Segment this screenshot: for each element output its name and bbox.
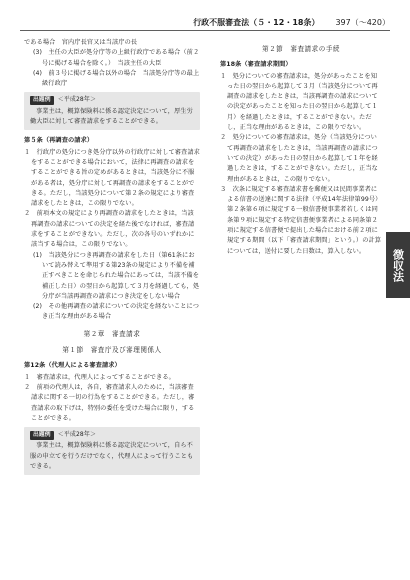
exam-example-text: 事業主は，概算保険料に係る認定決定について，厚生労働大臣に対して審査請求をすることができる。	[30, 107, 193, 126]
left-column	[24, 38, 200, 479]
article-18-para-1: １ 処分についての審査請求は，処分があったことを知った日の翌日から起算して３月（当該処分について再調査の請求をしたときは，当該再調査の請求についての決定があったことを知った日の翌日から起算して１月）を経過したときは，することができない。ただし，正当な理由があるときは，この限りでない。	[220, 72, 378, 132]
exam-year: ＜平成28年＞	[57, 96, 97, 104]
exam-example-badge: 出題例	[30, 96, 54, 105]
article-12-para-1: １ 審査請求は，代理人によってすることができる。	[24, 373, 175, 381]
right-column	[220, 38, 382, 257]
top-line-1: である場合 宮内庁長官又は当該庁の長	[24, 39, 138, 46]
exam-example-text: 事業主は，概算保険料に係る認定決定について，自ら不服の申立てを行うだけでなく，代理人によって行うこともできる。	[30, 442, 194, 470]
section-2-heading: 第２節 審査請求の手続	[261, 45, 341, 53]
page-number: 397（〜420）	[335, 18, 390, 27]
page-header	[20, 10, 390, 31]
article-18-heading: 第18条（審査請求期間）	[220, 61, 292, 69]
exam-example-box-2	[24, 427, 200, 475]
top-line-2: (3) 主任の大臣が処分庁等の上級行政庁である場合（前２号に掲げる場合を除く。） 当該主任の大臣	[33, 49, 200, 67]
top-line-3: (4) 前３号に掲げる場合以外の場合 当該処分庁等の最上級行政庁	[33, 69, 200, 88]
article-12-para-2: ２ 前項の代理人は，各自，審査請求人のために，当該審査請求に関する一切の行為をすることができる。ただし，審査請求の取下げは，特別の委任を受けた場合に限り，することができる。	[24, 383, 195, 422]
article-5-para-1: １ 行政庁の処分につき処分庁以外の行政庁に対して審査請求をすることができる場合において，法律に再調査の請求をすることができる旨の定めがあるときは，当該処分に不服がある者は，処分庁に対して再調査の請求をすることができる。ただし，当該処分について第２条の規定により審査請求をしたときは，この限りでない。	[24, 148, 200, 208]
law-title: 行政不服審査法（５・12・18条）	[193, 18, 320, 27]
section-1-heading: 第１節 審査庁及び審理関係人	[62, 346, 162, 355]
article-5-heading: 第５条（再調査の請求）	[24, 137, 94, 145]
exam-example-box-1	[24, 92, 200, 130]
chapter-side-tab[interactable]: 徴収法	[386, 232, 410, 298]
article-18-para-2: ２ 処分についての審査請求は，処分（当該処分について再調査の請求をしたときは，当該再調査の請求についての決定）があった日の翌日から起算して１年を経過したときは，することができない。ただし，正当な理由があるときは，この限りでない。	[220, 134, 378, 183]
chapter-2-heading: 第２章 審査請求	[83, 329, 141, 338]
article-18-para-3: ３ 次条に規定する審査請求書を郵便又は民間事業者による信書の送達に関する法律（平成14年法律第99号）第２条第６項に規定する一般信書便事業者若しくは同条第９項に規定する特定信書便事業者による同条第２項に規定する信書便で提出した場合における前２項に規定する期間（以下「審査請求期間」という。）の計算については，送付に要した日数は，算入しない。	[220, 185, 382, 255]
article-5-item-2: (2) その他再調査の請求についての決定を経ないことにつき正当な理由がある場合	[33, 303, 200, 321]
article-5-para-2: ２ 前項本文の規定により再調査の請求をしたときは，当該再調査の請求についての決定を経た後でなければ，審査請求をすることができない。ただし，次の各号のいずれかに該当する場合は，この限りでない。	[24, 210, 195, 249]
exam-year: ＜平成28年＞	[57, 431, 97, 439]
article-12-heading: 第12条（代理人による審査請求）	[24, 362, 121, 370]
exam-example-badge: 出題例	[30, 431, 54, 440]
article-5-item-1: (1) 当該処分につき再調査の請求をした日（第61条において読み替えて準用する第23条の規定により不備を補正すべきことを命じられた場合にあっては，当該不備を補正した日）の翌日から起算して３月を経過しても，処分庁が当該再調査の請求につき決定をしない場合	[33, 251, 200, 300]
